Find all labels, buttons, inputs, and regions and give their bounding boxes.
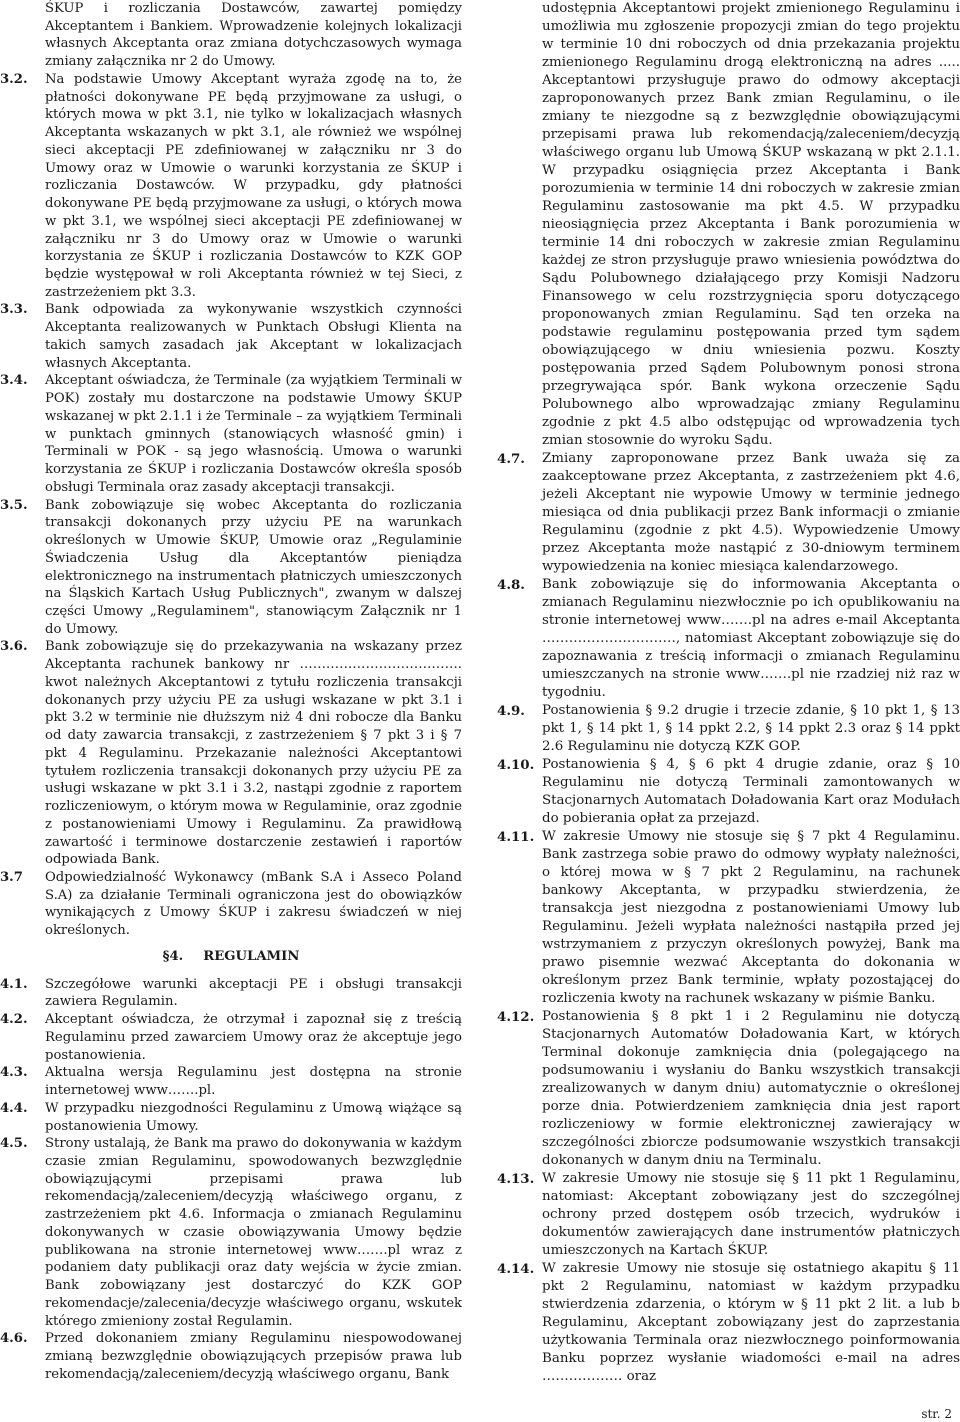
clause-item (497, 576, 960, 702)
clause-text: ŚKUP i rozliczania Dostawców, zawartej pomiędzy Akceptantem i Bankiem. Wprowadzenie kolejnych lokalizacji własnych Akceptanta oraz zmiana dotychczasowych wymaga zmiany załącznika nr 2 do Umowy. (45, 1, 462, 70)
clause-number: 4.2. (0, 1012, 28, 1028)
clause-text: W przypadku niezgodności Regulaminu z Umową wiążące są postanowienia Umowy. (45, 1100, 462, 1134)
clause-item (0, 372, 462, 496)
clause-item (0, 71, 462, 302)
clause-number: 4.4. (0, 1100, 28, 1116)
clause-item (497, 756, 960, 828)
left-items-after (0, 976, 462, 1384)
section-header (0, 948, 462, 966)
clause-number: 3.5. (0, 497, 28, 513)
clause-number: 4.6. (0, 1331, 28, 1347)
clause-text: Postanowienia § 8 pkt 1 i 2 Regulaminu nie dotyczą Stacjonarnych Automatów Doładowania Kart, w których Terminal dokonuje zamknięcia dnia (polegającego na podsumowaniu i wysłaniu do Banku wszystkich transakcji zrealizowanych w danym dniu) automatycznie o określonej porze dnia. Potwierdzeniem zamknięcia dnia jest raport rozliczeniowy w formie elektronicznej zawierający w szczególności zbiorcze podsumowanie wszystkich transakcji dokonanych w danym dniu na Terminalu. (542, 1009, 960, 1168)
section-number: §4. (162, 948, 184, 964)
clause-number: 4.5. (0, 1136, 28, 1152)
right-column (497, 0, 960, 1386)
page-number: str. 2 (921, 1407, 952, 1421)
clause-item (0, 638, 462, 869)
clause-text: Aktualna wersja Regulaminu jest dostępna na stronie internetowej www…….pl. (45, 1065, 462, 1099)
clause-item (0, 1011, 462, 1064)
clause-number: 4.13. (497, 1171, 535, 1187)
clause-item (497, 828, 960, 1008)
clause-item (0, 0, 462, 71)
clause-number: 4.7. (497, 451, 525, 467)
clause-number: 4.3. (0, 1065, 28, 1081)
clause-number (497, 0, 542, 450)
clause-item (0, 1064, 462, 1099)
clause-number: 3.4. (0, 373, 28, 389)
clause-item (497, 1260, 960, 1386)
clause-item (0, 1135, 462, 1330)
clause-text: Bank zobowiązuje się wobec Akceptanta do rozliczania transakcji dokonanych przy użyciu PE na warunkach określonych w Umowie ŚKUP, Umowie oraz „Regulaminie Świadczenia Usług dla Akceptantów pieniądza elektronicznego na instrumentach płatniczych umieszczonych na Śląskich Kartach Usług Publicznych", zwanym w dalszej części Umowy „Regulaminem", stanowiącym Załącznik nr 1 do Umowy. (45, 497, 462, 637)
clause-number: 3.7 (0, 869, 23, 885)
clause-item (497, 0, 960, 450)
clause-text: udostępnia Akceptantowi projekt zmienionego Regulaminu i umożliwia mu zgłoszenie propozycji zmian do tego projektu w terminie 10 dni roboczych od dnia przekazania projektu zmienionego Regulaminu drogą elektroniczną na adres ..... Akceptantowi przysługuje prawo do odmowy akceptacji zaproponowanych przez Bank zmian Regulaminu, o ile zmiany te niezgodne są z bezwzględnie obowiązującymi przepisami prawa lub rekomendacją/zaleceniem/decyzją właściwego organu lub Umową ŚKUP wskazaną w pkt 2.1.1. W przypadku osiągnięcia przez Akceptanta i Bank porozumienia w terminie 14 dni roboczych w zakresie zmian Regulaminu zastosowanie ma pkt 4.5. W przypadku nieosiągnięcia przez Akceptanta i Bank porozumienia w terminie 14 dni roboczych w zakresie zmian Regulaminu każdej ze stron przysługuje prawo wniesienia powództwa do Sądu Polubownego działającego przy Komisji Nadzoru Finansowego w celu rozstrzygnięcia sporu dotyczącego proponowanych zmian Regulaminu. Sąd ten orzeka na podstawie regulaminu postępowania przed tym sądem obowiązującego w dniu wniesienia pozwu. Koszty postępowania przed Sądem Polubownym ponosi strona przegrywająca spór. Bank wykona orzeczenie Sądu Polubownego albo wprowadzając zmiany Regulaminu zgodnie z pkt 4.5 albo odstępując od wprowadzenia tych zmian stosownie do wyroku Sądu. (542, 1, 960, 448)
clause-item (0, 1330, 462, 1383)
left-column (0, 0, 462, 1384)
clause-text: Akceptant oświadcza, że otrzymał i zapoznał się z treścią Regulaminu przed zawarciem Umowy oraz że akceptuje jego postanowienia. (45, 1012, 462, 1063)
clause-number: 3.3. (0, 302, 28, 318)
clause-text: Na podstawie Umowy Akceptant wyraża zgodę na to, że płatności dokonywane PE będą przyjmowane za usługi, o których mowa w pkt 3.1, nie tylko w lokalizacjach własnych Akceptanta wskazanych w pkt 3.1, ale również we wspólnej sieci akceptacji PE zdefiniowanej w załączniku nr 3 do Umowy oraz w Umowie o warunki korzystania ze ŚKUP i rozliczania Dostawców. W przypadku, gdy płatności dokonywane PE będą przyjmowane za usługi, o których mowa w pkt 3.1, we wspólnej sieci akceptacji PE zdefiniowanej w załączniku nr 3 do Umowy oraz w Umowie o warunki korzystania ze ŚKUP i rozliczania Dostawców to KZK GOP będzie występował w roli Akceptanta również w tej Sieci, z zastrzeżeniem pkt 3.3. (45, 71, 462, 300)
clause-number: 4.9. (497, 703, 525, 719)
clause-text: W zakresie Umowy nie stosuje się ostatniego akapitu § 11 pkt 2 Regulaminu, natomiast w każdym przypadku stwierdzenia zdarzenia, o którym w § 11 pkt 2 lit. a lub b Regulaminu, Akceptant zobowiązany jest do zaprzestania użytkowania Terminala oraz niezwłocznego poinformowania Banku poprzez wysłanie wiadomości e-mail na adres ……………… oraz (542, 1261, 960, 1384)
clause-text: Odpowiedzialność Wykonawcy (mBank S.A i Asseco Poland S.A) za działanie Terminali ograniczona jest do obowiązków wynikających z Umowy ŚKUP i zakresu świadczeń w niej określonych. (45, 869, 462, 939)
clause-item (497, 702, 960, 756)
clause-item (0, 976, 462, 1011)
clause-item (497, 1008, 960, 1170)
clause-text: Przed dokonaniem zmiany Regulaminu niespowodowanej zmianą bezwzględnie obowiązujących przepisów prawa lub rekomendacją/zaleceniem/decyzją właściwego organu, Bank (45, 1331, 462, 1382)
clause-number: 4.1. (0, 976, 28, 992)
clause-item (497, 450, 960, 576)
clause-item (0, 497, 462, 639)
clause-number: 4.14. (497, 1261, 535, 1277)
clause-number: 4.12. (497, 1009, 535, 1025)
clause-number: 4.8. (497, 577, 525, 593)
clause-text: Akceptant oświadcza, że Terminale (za wyjątkiem Terminali w POK) zostały mu dostarczone na podstawie Umowy ŚKUP wskazanej w pkt 2.1.1 i że Terminale – za wyjątkiem Terminali w punktach gminnych (stanowiących własność gmin) i Terminali w POK - są jego własnością. Umowa o warunki korzystania ze ŚKUP i rozliczania Dostawców określa sposób obsługi Terminala oraz zasady akceptacji transakcji. (45, 373, 462, 495)
right-items (497, 0, 960, 1386)
clause-text: Bank zobowiązuje się do informowania Akceptanta o zmianach Regulaminu niezwłocznie po ich opublikowaniu na stronie internetowej www…….pl na adres e-mail Akceptanta …………………………, natomiast Akceptant zobowiązuje się do zapoznawania z treścią informacji o zmianach Regulaminu umieszczanych na stronie www…….pl nie rzadziej niż raz w tygodniu. (542, 577, 960, 700)
clause-number: 4.11. (497, 829, 535, 845)
clause-text: Zmiany zaproponowane przez Bank uważa się za zaakceptowane przez Akceptanta, z zastrzeżeniem pkt 4.6, jeżeli Akceptant nie wypowie Umowy w terminie jednego miesiąca od dnia publikacji przez Bank informacji o zmianie Regulaminu (zgodnie z pkt 4.5). Wypowiedzenie Umowy przez Akceptanta może nastąpić z 30-dniowym terminem wypowiedzenia na koniec miesiąca kalendarzowego. (542, 451, 960, 574)
clause-text: Szczegółowe warunki akceptacji PE i obsługi transakcji zawiera Regulamin. (45, 976, 462, 1010)
clause-text: Postanowienia § 9.2 drugie i trzecie zdanie, § 10 pkt 1, § 13 pkt 1, § 14 pkt 1, § 14 ppkt 2.2, § 14 ppkt 2.3 oraz § 14 ppkt 2.6 Regulaminu nie dotyczą KZK GOP. (542, 703, 960, 754)
clause-item (0, 1100, 462, 1135)
clause-item (0, 869, 462, 940)
clause-text: W zakresie Umowy nie stosuje się § 11 pkt 1 Regulaminu, natomiast: Akceptant zobowiązany jest do szczególnej ochrony przed dostępem osób trzecich, wydruków i dokumentów zawierających dane instrumentów płatniczych umieszczonych na Kartach ŚKUP. (542, 1171, 960, 1258)
clause-text: Strony ustalają, że Bank ma prawo do dokonywania w każdym czasie zmian Regulaminu, spowodowanych bezwzględnie obowiązującymi przepisami prawa lub rekomendacją/zaleceniem/decyzją właściwego organu, z zastrzeżeniem pkt 4.6. Informacja o zmianach Regulaminu dokonywanych w czasie obowiązywania Umowy będzie publikowana na stronie internetowej www…….pl wraz z podaniem daty publikacji oraz daty wejścia w życie zmian. Bank zobowiązany jest dostarczyć do KZK GOP rekomendacje/zalecenia/decyzje właściwego organu, wskutek którego zmieniony został Regulamin. (45, 1136, 462, 1329)
clause-number: 3.2. (0, 71, 28, 87)
clause-number: 3.6. (0, 639, 28, 655)
clause-item (497, 1170, 960, 1260)
clause-number (0, 0, 45, 71)
clause-item (0, 301, 462, 372)
clause-text: Postanowienia § 4, § 6 pkt 4 drugie zdanie, oraz § 10 Regulaminu nie dotyczą Terminali zamontowanych w Stacjonarnych Automatach Doładowania Kart oraz Modułach do pobierania opłat za przejazd. (542, 757, 960, 826)
section-title: REGULAMIN (203, 948, 300, 964)
clause-text: Bank zobowiązuje się do przekazywania na wskazany przez Akceptanta rachunek bankowy nr ………………………………. kwot należnych Akceptantowi z tytułu rozliczenia transakcji dokonanych przy użyciu PE za usługi wskazane w pkt 3.1 i pkt 3.2 w terminie nie dłuższym niż 4 dni robocze dla Banku od daty zawarcia transakcji, z zastrzeżeniem § 7 pkt 3 i § 7 pkt 4 Regulaminu. Przekazanie należności Akceptantowi tytułem rozliczenia transakcji dokonanych przy użyciu PE za usługi wskazane w pkt 3.1 i 3.2, nastąpi zgodnie z raportem rozliczeniowym, o którym mowa w Regulaminie, oraz zgodnie z postanowieniami Umowy i Regulaminu. Za prawidłową zawartość i terminowe dostarczenie zestawień i raportów odpowiada Bank. (45, 639, 462, 868)
clause-text: Bank odpowiada za wykonywanie wszystkich czynności Akceptanta realizowanych w Punktach Obsługi Klienta na takich samych zasadach jak Akceptant w lokalizacjach własnych Akceptanta. (45, 302, 462, 371)
left-items-before (0, 0, 462, 940)
clause-text: W zakresie Umowy nie stosuje się § 7 pkt 4 Regulaminu. Bank zastrzega sobie prawo do odmowy wypłaty należności, o której mowa w § 7 pkt 2 Regulaminu, na rachunek bankowy Akceptanta, w przypadku stwierdzenia, że transakcja jest niezgodna z postanowieniami Umowy lub Regulaminu. Jeżeli wypłata należności nastąpiła przed jej wstrzymaniem z przyczyn określonych powyżej, Bank ma prawo pisemnie wezwać Akceptanta do dokonania w określonym przez Bank terminie, wpłaty pozostającej do rozliczenia kwoty na rachunek wskazany w piśmie Banku. (542, 829, 960, 1006)
clause-number: 4.10. (497, 757, 535, 773)
